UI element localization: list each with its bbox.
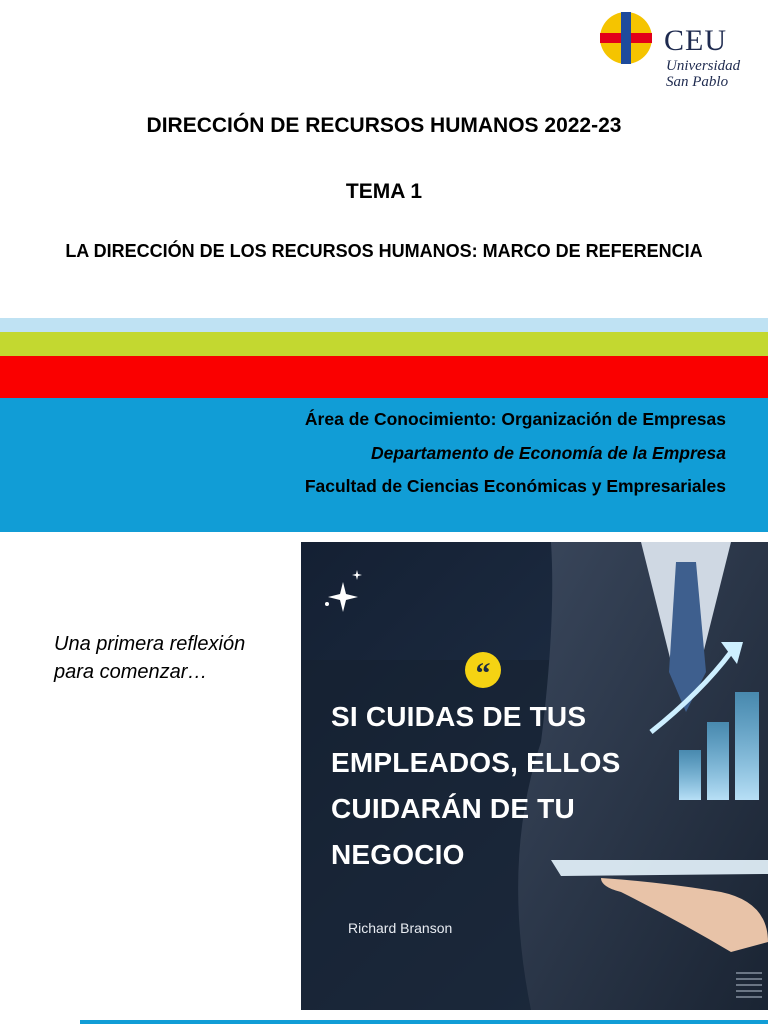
band-green xyxy=(0,332,768,356)
quote-line-4: NEGOCIO xyxy=(331,839,465,870)
logo-subtitle xyxy=(666,58,740,90)
quote-line-2: EMPLEADOS, ELLOS xyxy=(331,747,621,778)
quote-line-3: CUIDARÁN DE TU xyxy=(331,793,575,824)
sparkle-icon xyxy=(325,570,362,612)
ceu-emblem-icon xyxy=(598,10,654,66)
faculty: Facultad de Ciencias Económicas y Empresariales xyxy=(304,476,726,496)
department: Departamento de Economía de la Empresa xyxy=(371,443,726,463)
reflection-text: Una primera reflexión para comenzar… xyxy=(54,633,246,683)
bottom-divider xyxy=(80,1020,768,1024)
logo-wordmark: CEU xyxy=(664,24,727,57)
logo-subtitle-line2: San Pablo xyxy=(666,74,729,90)
band-red xyxy=(0,356,768,398)
tema-heading: TEMA 1 xyxy=(345,180,423,203)
document-title: DIRECCIÓN DE RECURSOS HUMANOS 2022-23 xyxy=(146,114,622,137)
quote-mark-icon: “ xyxy=(465,652,501,688)
band-light-blue xyxy=(0,318,768,332)
quote-line-1: SI CUIDAS DE TUS xyxy=(331,701,587,732)
knowledge-area: Área de Conocimiento: Organización de Empresas xyxy=(304,409,726,429)
quote-image xyxy=(301,542,768,1010)
logo-subtitle-line1: Universidad xyxy=(666,58,741,74)
tema-subtitle: LA DIRECCIÓN DE LOS RECURSOS HUMANOS: MARCO DE REFERENCIA xyxy=(65,241,703,261)
quote-text xyxy=(331,694,661,878)
quote-author: Richard Branson xyxy=(348,920,453,936)
ceu-logo xyxy=(598,10,768,96)
